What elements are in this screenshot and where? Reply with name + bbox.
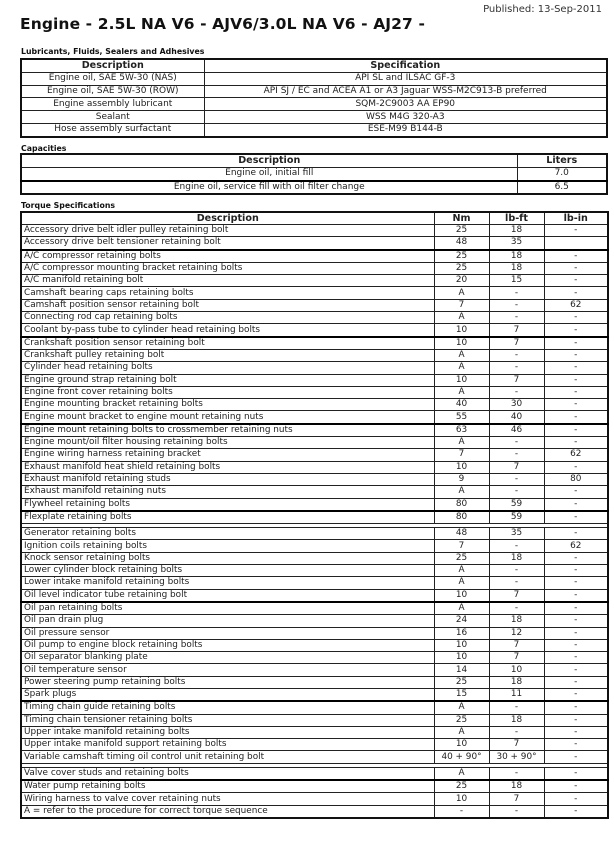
table-cell: Oil pan drain plug bbox=[21, 615, 434, 627]
lubricants-table bbox=[20, 58, 608, 138]
table-cell: 7 bbox=[489, 324, 544, 337]
table-cell: A bbox=[434, 362, 489, 374]
table-cell: 18 bbox=[489, 676, 544, 688]
table-cell: Flywheel retaining bolts bbox=[21, 498, 434, 511]
table-cell: 10 bbox=[434, 461, 489, 473]
table-row bbox=[21, 486, 608, 498]
table-row bbox=[21, 805, 608, 818]
table-row bbox=[21, 275, 608, 287]
table-cell: 80 bbox=[434, 498, 489, 511]
table-row bbox=[21, 399, 608, 411]
table-cell: - bbox=[544, 411, 608, 424]
table-cell: A bbox=[434, 349, 489, 361]
table-cell: - bbox=[544, 437, 608, 449]
table-row bbox=[21, 688, 608, 701]
table-cell: - bbox=[489, 577, 544, 589]
table-cell: 18 bbox=[489, 262, 544, 274]
table-cell: 10 bbox=[434, 324, 489, 337]
table-cell: - bbox=[544, 337, 608, 350]
table-row bbox=[21, 386, 608, 398]
page-title: Engine - 2.5L NA V6 - AJV6/3.0L NA V6 - AJ27 - bbox=[20, 15, 425, 33]
table-cell: 18 bbox=[489, 714, 544, 726]
table-cell: 16 bbox=[434, 627, 489, 639]
table-cell: - bbox=[489, 540, 544, 552]
column-header-lb-ft: lb-ft bbox=[489, 212, 544, 225]
table-cell: Hose assembly surfactant bbox=[21, 123, 204, 136]
table-row bbox=[21, 411, 608, 424]
column-header-liters: Liters bbox=[517, 154, 607, 167]
table-cell: A bbox=[434, 486, 489, 498]
table-cell: - bbox=[489, 486, 544, 498]
table-cell: A/C compressor retaining bolts bbox=[21, 250, 434, 263]
torque-section-title: Torque Specifications bbox=[21, 201, 116, 210]
table-cell: Coolant by-pass tube to cylinder head retaining bolts bbox=[21, 324, 434, 337]
table-cell: A bbox=[434, 437, 489, 449]
table-row bbox=[21, 250, 608, 263]
table-cell: 7 bbox=[489, 739, 544, 751]
table-cell: 35 bbox=[489, 528, 544, 540]
table-cell: Engine oil, initial fill bbox=[21, 167, 517, 180]
table-cell: - bbox=[544, 714, 608, 726]
table-cell: 7 bbox=[434, 449, 489, 461]
table-row bbox=[21, 767, 608, 780]
table-row bbox=[21, 324, 608, 337]
table-row bbox=[21, 664, 608, 676]
capacities-table bbox=[20, 153, 608, 195]
table-cell: Crankshaft pulley retaining bolt bbox=[21, 349, 434, 361]
table-cell: WSS M4G 320-A3 bbox=[204, 111, 607, 124]
table-cell: - bbox=[544, 424, 608, 437]
table-cell: Accessory drive belt idler pulley retaining bolt bbox=[21, 225, 434, 237]
table-cell: A/C manifold retaining bolt bbox=[21, 275, 434, 287]
table-cell: - bbox=[544, 726, 608, 738]
table-cell: Connecting rod cap retaining bolts bbox=[21, 312, 434, 324]
table-row bbox=[21, 589, 608, 602]
table-cell: - bbox=[489, 805, 544, 818]
table-row bbox=[21, 287, 608, 299]
table-cell: Knock sensor retaining bolts bbox=[21, 552, 434, 564]
table-cell: - bbox=[544, 250, 608, 263]
table-row bbox=[21, 780, 608, 793]
torque-header-row bbox=[21, 212, 608, 225]
column-header-specification: Specification bbox=[204, 59, 607, 72]
table-cell: - bbox=[489, 565, 544, 577]
table-cell: - bbox=[489, 767, 544, 780]
table-cell: - bbox=[489, 602, 544, 615]
lubricants-section-title: Lubricants, Fluids, Sealers and Adhesives bbox=[21, 47, 205, 56]
table-cell: 30 + 90° bbox=[489, 751, 544, 763]
table-row bbox=[21, 362, 608, 374]
table-row bbox=[21, 167, 607, 180]
table-row bbox=[21, 498, 608, 511]
table-cell: 9 bbox=[434, 473, 489, 485]
table-cell: 62 bbox=[544, 449, 608, 461]
table-row bbox=[21, 726, 608, 738]
table-cell: - bbox=[544, 312, 608, 324]
table-row bbox=[21, 793, 608, 805]
table-row bbox=[21, 237, 608, 250]
table-cell: 14 bbox=[434, 664, 489, 676]
table-cell: 7.0 bbox=[517, 167, 607, 180]
table-cell: 55 bbox=[434, 411, 489, 424]
table-cell: - bbox=[544, 324, 608, 337]
table-cell: Water pump retaining bolts bbox=[21, 780, 434, 793]
table-cell: - bbox=[544, 399, 608, 411]
table-cell: 7 bbox=[489, 337, 544, 350]
table-cell: - bbox=[544, 511, 608, 524]
table-row bbox=[21, 437, 608, 449]
table-cell: A bbox=[434, 726, 489, 738]
table-cell: 15 bbox=[489, 275, 544, 287]
table-row bbox=[21, 540, 608, 552]
table-row bbox=[21, 111, 607, 124]
table-cell: - bbox=[544, 225, 608, 237]
table-row bbox=[21, 299, 608, 311]
table-cell: - bbox=[544, 602, 608, 615]
table-cell: 48 bbox=[434, 528, 489, 540]
table-row bbox=[21, 627, 608, 639]
table-cell: - bbox=[489, 437, 544, 449]
table-cell: - bbox=[434, 805, 489, 818]
table-cell: 7 bbox=[489, 589, 544, 602]
table-cell: Engine mount retaining bolts to crossmember retaining nuts bbox=[21, 424, 434, 437]
table-cell: Accessory drive belt tensioner retaining bolt bbox=[21, 237, 434, 250]
table-row bbox=[21, 374, 608, 386]
table-cell: Variable camshaft timing oil control unit retaining bolt bbox=[21, 751, 434, 763]
table-cell: 25 bbox=[434, 714, 489, 726]
table-row bbox=[21, 602, 608, 615]
table-cell: 10 bbox=[434, 337, 489, 350]
table-row bbox=[21, 98, 607, 111]
table-cell: API SJ / EC and ACEA A1 or A3 Jaguar WSS-M2C913-B preferred bbox=[204, 85, 607, 98]
table-cell: - bbox=[544, 386, 608, 398]
table-cell: A bbox=[434, 602, 489, 615]
table-cell: A bbox=[434, 701, 489, 714]
table-cell: - bbox=[489, 449, 544, 461]
table-cell: Exhaust manifold retaining studs bbox=[21, 473, 434, 485]
table-cell: - bbox=[544, 805, 608, 818]
table-cell: - bbox=[544, 751, 608, 763]
table-row bbox=[21, 577, 608, 589]
table-row bbox=[21, 639, 608, 651]
table-cell: - bbox=[544, 362, 608, 374]
table-cell: - bbox=[544, 639, 608, 651]
table-cell: - bbox=[544, 767, 608, 780]
table-cell: - bbox=[544, 780, 608, 793]
table-cell: Upper intake manifold retaining bolts bbox=[21, 726, 434, 738]
table-cell: 59 bbox=[489, 498, 544, 511]
table-cell: 25 bbox=[434, 262, 489, 274]
column-header-description: Description bbox=[21, 212, 434, 225]
table-cell: 10 bbox=[434, 639, 489, 651]
table-cell: Oil separator blanking plate bbox=[21, 652, 434, 664]
table-row bbox=[21, 565, 608, 577]
table-cell: A bbox=[434, 565, 489, 577]
table-row bbox=[21, 615, 608, 627]
table-cell: Engine mount/oil filter housing retaining bolts bbox=[21, 437, 434, 449]
table-cell: ESE-M99 B144-B bbox=[204, 123, 607, 136]
table-cell: Upper intake manifold support retaining bolts bbox=[21, 739, 434, 751]
column-header-description: Description bbox=[21, 59, 204, 72]
table-cell: 10 bbox=[489, 664, 544, 676]
capacities-section-title: Capacities bbox=[21, 144, 67, 153]
table-cell: 80 bbox=[434, 511, 489, 524]
table-cell: 20 bbox=[434, 275, 489, 287]
table-row bbox=[21, 181, 607, 195]
table-cell: Wiring harness to valve cover retaining nuts bbox=[21, 793, 434, 805]
table-cell: - bbox=[544, 262, 608, 274]
table-cell: Engine oil, SAE 5W-30 (ROW) bbox=[21, 85, 204, 98]
table-cell: Engine ground strap retaining bolt bbox=[21, 374, 434, 386]
table-cell: 30 bbox=[489, 399, 544, 411]
table-row bbox=[21, 225, 608, 237]
table-cell: A bbox=[434, 577, 489, 589]
table-cell: Exhaust manifold heat shield retaining bolts bbox=[21, 461, 434, 473]
table-cell: 48 bbox=[434, 237, 489, 250]
table-cell: 12 bbox=[489, 627, 544, 639]
table-cell: Engine front cover retaining bolts bbox=[21, 386, 434, 398]
table-row bbox=[21, 652, 608, 664]
table-cell: - bbox=[544, 461, 608, 473]
table-cell: - bbox=[489, 726, 544, 738]
table-cell: Oil level indicator tube retaining bolt bbox=[21, 589, 434, 602]
table-cell: 25 bbox=[434, 225, 489, 237]
table-cell: 62 bbox=[544, 299, 608, 311]
lubricants-header-row bbox=[21, 59, 607, 72]
table-cell: - bbox=[544, 565, 608, 577]
table-cell bbox=[544, 237, 608, 250]
table-cell: 6.5 bbox=[517, 181, 607, 195]
column-header-description: Description bbox=[21, 154, 517, 167]
table-cell: Cylinder head retaining bolts bbox=[21, 362, 434, 374]
table-cell: - bbox=[544, 615, 608, 627]
table-cell: Lower cylinder block retaining bolts bbox=[21, 565, 434, 577]
table-cell: - bbox=[544, 349, 608, 361]
table-cell: - bbox=[489, 299, 544, 311]
table-cell: Oil pressure sensor bbox=[21, 627, 434, 639]
table-cell: 10 bbox=[434, 652, 489, 664]
table-cell: 10 bbox=[434, 589, 489, 602]
table-cell: Camshaft position sensor retaining bolt bbox=[21, 299, 434, 311]
table-cell: 25 bbox=[434, 780, 489, 793]
table-cell: Oil temperature sensor bbox=[21, 664, 434, 676]
table-row bbox=[21, 676, 608, 688]
table-cell: 18 bbox=[489, 615, 544, 627]
table-cell: 24 bbox=[434, 615, 489, 627]
table-cell: A bbox=[434, 386, 489, 398]
table-cell: 7 bbox=[489, 793, 544, 805]
table-row bbox=[21, 85, 607, 98]
table-cell: - bbox=[544, 552, 608, 564]
table-cell: 63 bbox=[434, 424, 489, 437]
table-row bbox=[21, 461, 608, 473]
table-cell: - bbox=[544, 275, 608, 287]
table-cell: 40 bbox=[489, 411, 544, 424]
table-cell: Ignition coils retaining bolts bbox=[21, 540, 434, 552]
table-cell: 25 bbox=[434, 676, 489, 688]
table-cell: - bbox=[544, 528, 608, 540]
table-cell: 18 bbox=[489, 552, 544, 564]
table-cell: - bbox=[489, 349, 544, 361]
table-cell: A = refer to the procedure for correct torque sequence bbox=[21, 805, 434, 818]
table-cell: Lower intake manifold retaining bolts bbox=[21, 577, 434, 589]
table-cell: - bbox=[544, 287, 608, 299]
table-row bbox=[21, 72, 607, 85]
table-cell: - bbox=[489, 473, 544, 485]
table-cell: Power steering pump retaining bolts bbox=[21, 676, 434, 688]
table-cell: Engine mounting bracket retaining bolts bbox=[21, 399, 434, 411]
table-cell: A/C compressor mounting bracket retaining bolts bbox=[21, 262, 434, 274]
table-row bbox=[21, 473, 608, 485]
table-row bbox=[21, 528, 608, 540]
table-row bbox=[21, 262, 608, 274]
table-cell: 7 bbox=[434, 540, 489, 552]
table-cell: - bbox=[544, 577, 608, 589]
table-row bbox=[21, 349, 608, 361]
table-cell: 25 bbox=[434, 250, 489, 263]
table-cell: Valve cover studs and retaining bolts bbox=[21, 767, 434, 780]
table-cell: 7 bbox=[434, 299, 489, 311]
table-cell: - bbox=[544, 701, 608, 714]
table-cell: Generator retaining bolts bbox=[21, 528, 434, 540]
table-cell: - bbox=[544, 589, 608, 602]
table-row bbox=[21, 739, 608, 751]
table-cell: Engine oil, service fill with oil filter change bbox=[21, 181, 517, 195]
table-cell: A bbox=[434, 287, 489, 299]
table-cell: Spark plugs bbox=[21, 688, 434, 701]
table-cell: 46 bbox=[489, 424, 544, 437]
table-row bbox=[21, 511, 608, 524]
table-cell: - bbox=[544, 652, 608, 664]
table-cell: - bbox=[544, 486, 608, 498]
table-cell: 80 bbox=[544, 473, 608, 485]
table-cell: Engine oil, SAE 5W-30 (NAS) bbox=[21, 72, 204, 85]
table-cell: Sealant bbox=[21, 111, 204, 124]
table-cell: - bbox=[489, 362, 544, 374]
table-cell: Camshaft bearing caps retaining bolts bbox=[21, 287, 434, 299]
table-cell: - bbox=[489, 312, 544, 324]
table-cell: - bbox=[544, 793, 608, 805]
table-cell: 7 bbox=[489, 639, 544, 651]
table-cell: 10 bbox=[434, 793, 489, 805]
table-cell: 18 bbox=[489, 780, 544, 793]
capacities-header-row bbox=[21, 154, 607, 167]
table-cell: A bbox=[434, 312, 489, 324]
table-cell: Timing chain tensioner retaining bolts bbox=[21, 714, 434, 726]
table-cell: 59 bbox=[489, 511, 544, 524]
column-header-lb-in: lb-in bbox=[544, 212, 608, 225]
table-cell: 25 bbox=[434, 552, 489, 564]
table-cell: Oil pump to engine block retaining bolts bbox=[21, 639, 434, 651]
table-cell: Flexplate retaining bolts bbox=[21, 511, 434, 524]
table-cell: 10 bbox=[434, 374, 489, 386]
table-row bbox=[21, 751, 608, 763]
table-cell: - bbox=[489, 386, 544, 398]
table-cell: - bbox=[544, 739, 608, 751]
table-cell: - bbox=[544, 688, 608, 701]
table-cell: API SL and ILSAC GF-3 bbox=[204, 72, 607, 85]
table-row bbox=[21, 714, 608, 726]
table-row bbox=[21, 552, 608, 564]
table-cell: 40 bbox=[434, 399, 489, 411]
table-cell: Engine wiring harness retaining bracket bbox=[21, 449, 434, 461]
table-cell: A bbox=[434, 767, 489, 780]
torque-table bbox=[20, 211, 609, 819]
table-cell: - bbox=[544, 498, 608, 511]
table-cell: 7 bbox=[489, 652, 544, 664]
table-cell: Crankshaft position sensor retaining bolt bbox=[21, 337, 434, 350]
table-cell: 18 bbox=[489, 225, 544, 237]
table-cell: - bbox=[544, 664, 608, 676]
table-cell: 35 bbox=[489, 237, 544, 250]
table-row bbox=[21, 449, 608, 461]
table-cell: - bbox=[489, 701, 544, 714]
table-row bbox=[21, 424, 608, 437]
table-cell: 10 bbox=[434, 739, 489, 751]
table-cell: Oil pan retaining bolts bbox=[21, 602, 434, 615]
table-row bbox=[21, 337, 608, 350]
table-cell: Exhaust manifold retaining nuts bbox=[21, 486, 434, 498]
table-cell: 18 bbox=[489, 250, 544, 263]
column-header-nm: Nm bbox=[434, 212, 489, 225]
table-cell: 7 bbox=[489, 374, 544, 386]
table-cell: Timing chain guide retaining bolts bbox=[21, 701, 434, 714]
table-cell: Engine mount bracket to engine mount retaining nuts bbox=[21, 411, 434, 424]
table-cell: 11 bbox=[489, 688, 544, 701]
table-cell: - bbox=[489, 287, 544, 299]
table-row bbox=[21, 701, 608, 714]
table-cell: 62 bbox=[544, 540, 608, 552]
table-cell: 15 bbox=[434, 688, 489, 701]
table-cell: Engine assembly lubricant bbox=[21, 98, 204, 111]
table-cell: - bbox=[544, 627, 608, 639]
table-cell: 40 + 90° bbox=[434, 751, 489, 763]
table-row bbox=[21, 123, 607, 136]
table-cell: - bbox=[544, 676, 608, 688]
table-row bbox=[21, 312, 608, 324]
table-cell: - bbox=[544, 374, 608, 386]
published-date: Published: 13-Sep-2011 bbox=[483, 4, 602, 15]
table-cell: 7 bbox=[489, 461, 544, 473]
table-cell: SQM-2C9003 AA EP90 bbox=[204, 98, 607, 111]
